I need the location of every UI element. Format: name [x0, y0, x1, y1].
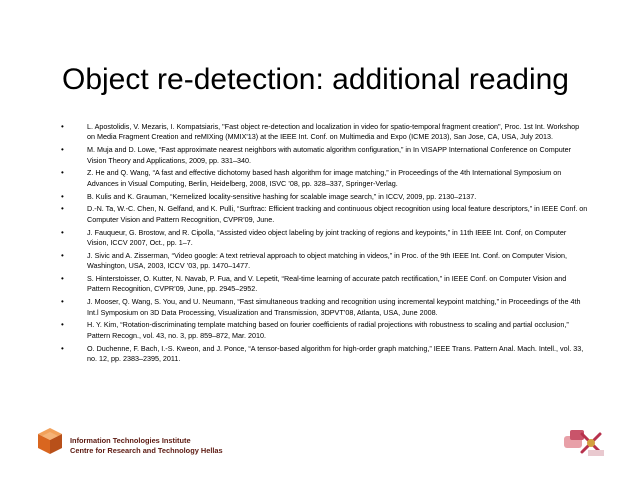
bullet-icon: • [61, 274, 64, 284]
reference-item [60, 344, 588, 365]
reference-item [60, 320, 588, 341]
reference-list [60, 122, 588, 367]
bullet-icon: • [61, 227, 64, 237]
reference-text: J. Sivic and A. Zisserman, “Video google: A text retrieval approach to object matching in videos,” in Proc. of the 9th IEEE Int. Conf. on Computer Vision, Washington, USA, 2003, ICCV ’03, pp. 1470–1477. [87, 250, 567, 271]
reference-item [60, 274, 588, 295]
reference-text: J. Fauqueur, G. Brostow, and R. Cipolla, “Assisted video object labeling by joint tracking of regions and keypoints,” in 11th IEEE Int. Conf, on Computer Vision, ICCV 2007, Oct., pp. 1–7. [87, 227, 567, 248]
reference-item [60, 297, 588, 318]
reference-text: D.-N. Ta, W.-C. Chen, N. Gelfand, and K. Pulli, “Surftrac: Efficient tracking and continuous object recognition using local feature descriptors,” in IEEE Conf. on Computer Vision and Pattern Recognition, CVPR’09, June. [87, 204, 588, 224]
reference-item [60, 192, 588, 202]
bullet-icon: • [61, 343, 64, 353]
slide-title: Object re-detection: additional reading [62, 63, 569, 96]
reference-item [60, 145, 588, 166]
reference-item [60, 204, 588, 225]
bullet-icon: • [61, 250, 64, 260]
footer-institute-text [70, 436, 223, 456]
bullet-icon: • [61, 320, 64, 330]
footer-line-2: Centre for Research and Technology Hellas [70, 446, 223, 455]
bullet-icon: • [61, 145, 64, 155]
footer [0, 420, 638, 493]
reference-text: B. Kulis and K. Grauman, “Kernelized locality-sensitive hashing for scalable image search,” in ICCV, 2009, pp. 2130–2137. [87, 191, 477, 201]
bullet-icon: • [61, 297, 64, 307]
reference-item [60, 168, 588, 189]
reference-item [60, 228, 588, 249]
reference-item [60, 251, 588, 272]
reference-text: Z. He and Q. Wang, “A fast and effective dichotomy based hash algorithm for image matching,” in Proceedings of the 4th International Symposium on Advances in Visual Computing, Berlin, Heidelberg, 2008, ISVC ’08, pp. 328–337, Springer-Verlag. [87, 168, 562, 188]
bullet-icon: • [61, 191, 64, 201]
reference-item [60, 122, 588, 143]
partner-logo-icon [560, 426, 608, 462]
reference-text: L. Apostolidis, V. Mezaris, I. Kompatsiaris, "Fast object re-detection and localization in video for spatio-temporal fragment creation", Proc. 1st Int. Workshop on Media Fragment Creation and reMIXing (MMIX'13) at the IEEE Int. Conf. on Multimedia and Expo (ICME 2013), San Jose, CA, USA, July 2013. [87, 122, 580, 142]
orange-cube-logo-icon [36, 424, 64, 456]
reference-text: J. Mooser, Q. Wang, S. You, and U. Neumann, “Fast simultaneous tracking and recognition using incremental keypoint matching,” in Proceedings of the 4th Int.l Symposium on 3D Data Processing, Visualization and Transmission, 3DPVT’08, Atlanta, USA, June 2008. [87, 297, 581, 317]
reference-text: H. Y. Kim, “Rotation-discriminating template matching based on fourier coefficients of radial projections with robustness to scaling and partial occlusion,” Pattern Recogn., vol. 43, no. 3, pp. 859–872, Mar. 2010. [87, 320, 569, 340]
footer-line-1: Information Technologies Institute [70, 436, 191, 445]
reference-text: M. Muja and D. Lowe, “Fast approximate nearest neighbors with automatic algorithm configuration,” in In VISAPP International Conference on Computer Vision Theory and Applications, 2009, pp. 331–340. [87, 145, 572, 165]
bullet-icon: • [61, 168, 64, 178]
reference-text: O. Duchenne, F. Bach, I.-S. Kweon, and J. Ponce, “A tensor-based algorithm for high-order graph matching,” IEEE Trans. Pattern Anal. Mach. Intell., vol. 33, no. 12, pp. 2383–2395, 2011. [87, 343, 584, 364]
bullet-icon: • [61, 204, 64, 214]
bullet-icon: • [61, 122, 64, 131]
reference-text: S. Hinterstoisser, O. Kutter, N. Navab, P. Fua, and V. Lepetit, “Real-time learning of accurate patch rectification,” in IEEE Conf. on Computer Vision and Pattern Recognition, CVPR’09, June, pp. 2945–2952. [87, 274, 567, 294]
